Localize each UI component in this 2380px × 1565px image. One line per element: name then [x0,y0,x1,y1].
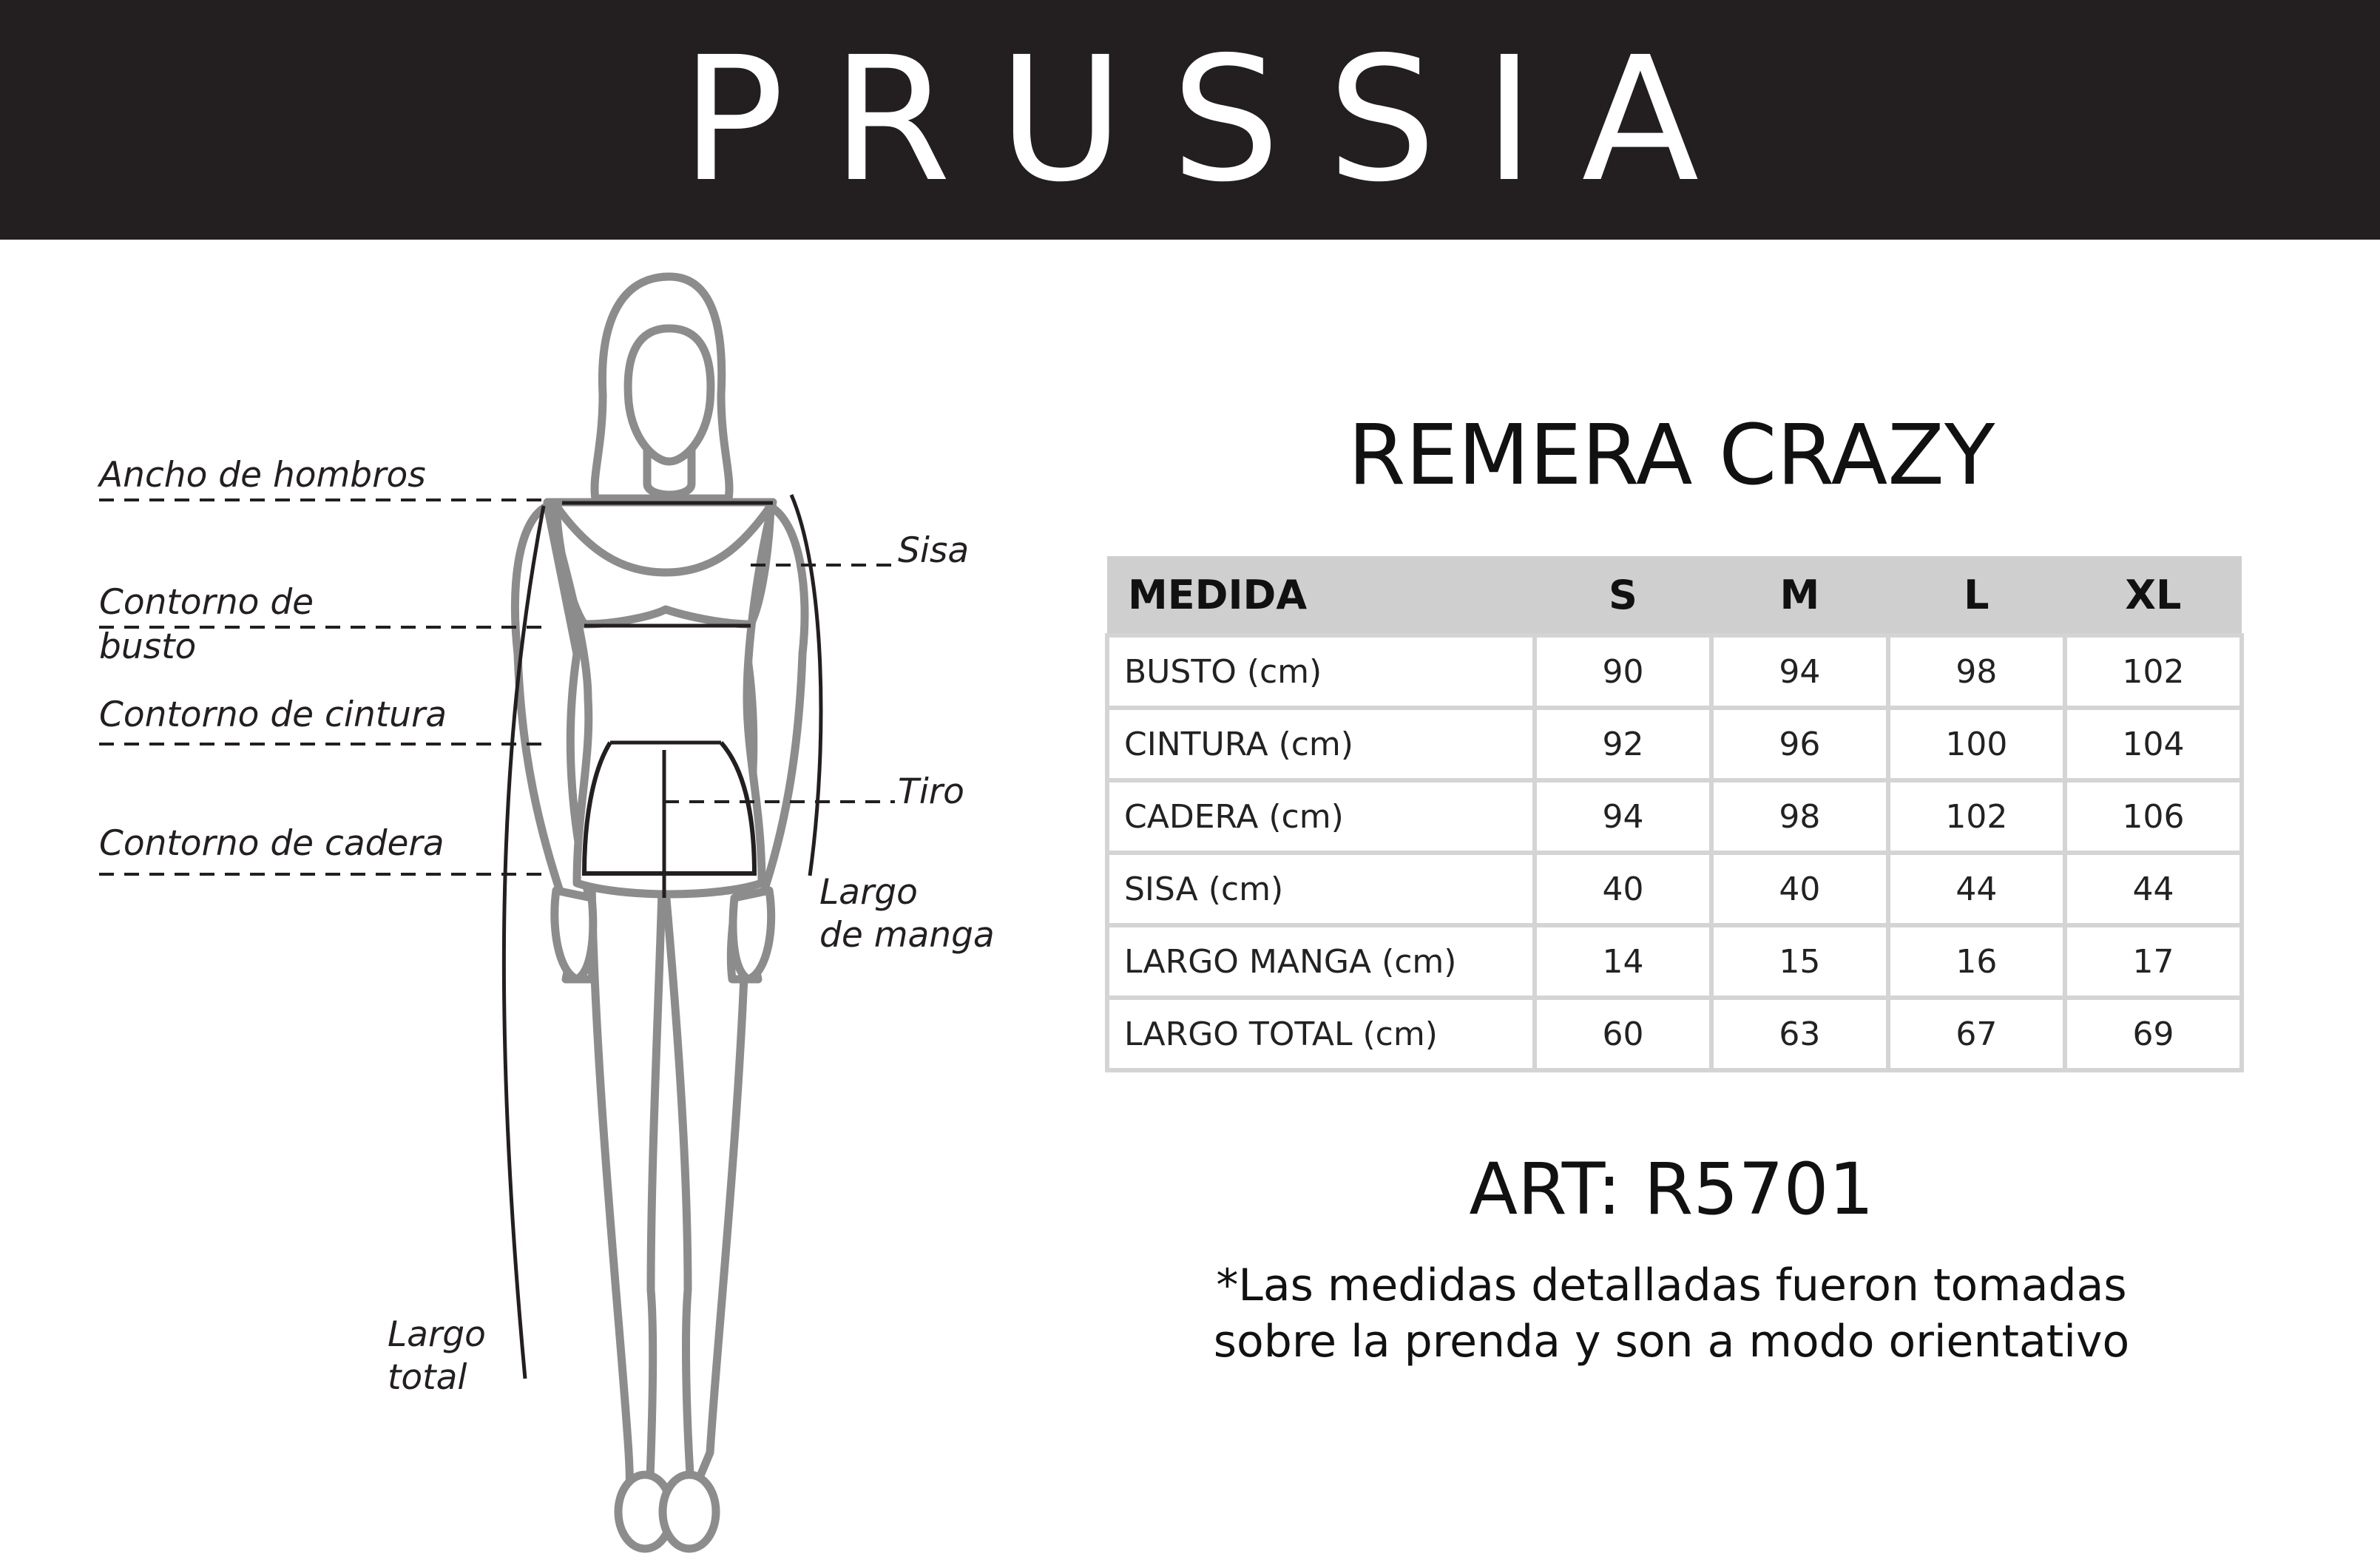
label-largo-total-1: Largo [388,1314,486,1355]
note-line-2: sobre la prenda y son a modo orientativo [1213,1316,2130,1368]
cell-value: 96 [1711,708,1888,780]
label-largo-manga-2: de manga [819,915,995,956]
label-contorno-cadera: Contorno de cadera [99,823,444,864]
table-row [1107,925,2242,998]
cell-value: 94 [1535,780,1711,853]
label-largo-manga-1: Largo [819,872,918,913]
table-row [1107,780,2242,853]
row-label: CINTURA (cm) [1107,708,1535,780]
table-row [1107,708,2242,780]
product-title: REMERA CRAZY [1348,408,1995,504]
brand-header [0,0,2380,240]
cell-value: 69 [2065,998,2242,1070]
row-label: SISA (cm) [1107,853,1535,925]
label-contorno-busto-2: busto [99,626,197,667]
header-size-xl: XL [2065,556,2242,635]
cell-value: 15 [1711,925,1888,998]
row-label: CADERA (cm) [1107,780,1535,853]
header-size-m: M [1711,556,1888,635]
label-tiro: Tiro [898,771,964,812]
cell-value: 98 [1711,780,1888,853]
size-table [1105,556,2244,1072]
cell-value: 102 [2065,635,2242,708]
cell-value: 67 [1888,998,2065,1070]
cell-value: 102 [1888,780,2065,853]
label-contorno-cintura: Contorno de cintura [99,694,447,735]
label-sisa: Sisa [898,530,970,571]
cell-value: 60 [1535,998,1711,1070]
table-row [1107,853,2242,925]
cell-value: 104 [2065,708,2242,780]
figure-hand-right [733,890,771,979]
size-table-header [1107,556,2242,635]
table-row [1107,635,2242,708]
row-label: BUSTO (cm) [1107,635,1535,708]
table-row [1107,998,2242,1070]
cell-value: 44 [2065,853,2242,925]
cell-value: 92 [1535,708,1711,780]
row-label: LARGO TOTAL (cm) [1107,998,1535,1070]
label-contorno-busto-1: Contorno de [99,582,314,623]
brand-logo: PRUSSIA [680,20,1747,220]
cell-value: 14 [1535,925,1711,998]
figure-foot-right [663,1475,716,1549]
cell-value: 40 [1535,853,1711,925]
header-medida: MEDIDA [1107,556,1535,635]
figure-torso [547,502,773,894]
article-code: ART: R5701 [1469,1148,1874,1231]
cell-value: 98 [1888,635,2065,708]
figure-leg-left [592,883,662,1518]
header-size-l: L [1888,556,2065,635]
cell-value: 106 [2065,780,2242,853]
label-largo-total-2: total [388,1357,467,1398]
cell-value: 63 [1711,998,1888,1070]
cell-value: 44 [1888,853,2065,925]
header-size-s: S [1535,556,1711,635]
cell-value: 40 [1711,853,1888,925]
row-label: LARGO MANGA (cm) [1107,925,1535,998]
cell-value: 17 [2065,925,2242,998]
label-ancho-hombros: Ancho de hombros [99,455,426,496]
cell-value: 90 [1535,635,1711,708]
cell-value: 100 [1888,708,2065,780]
figure-face [628,328,711,462]
cell-value: 94 [1711,635,1888,708]
measurement-note [1109,1257,2234,1370]
cell-value: 16 [1888,925,2065,998]
figure-hand-left [555,890,593,979]
note-line-1: *Las medidas detalladas fueron tomadas [1216,1260,2127,1311]
